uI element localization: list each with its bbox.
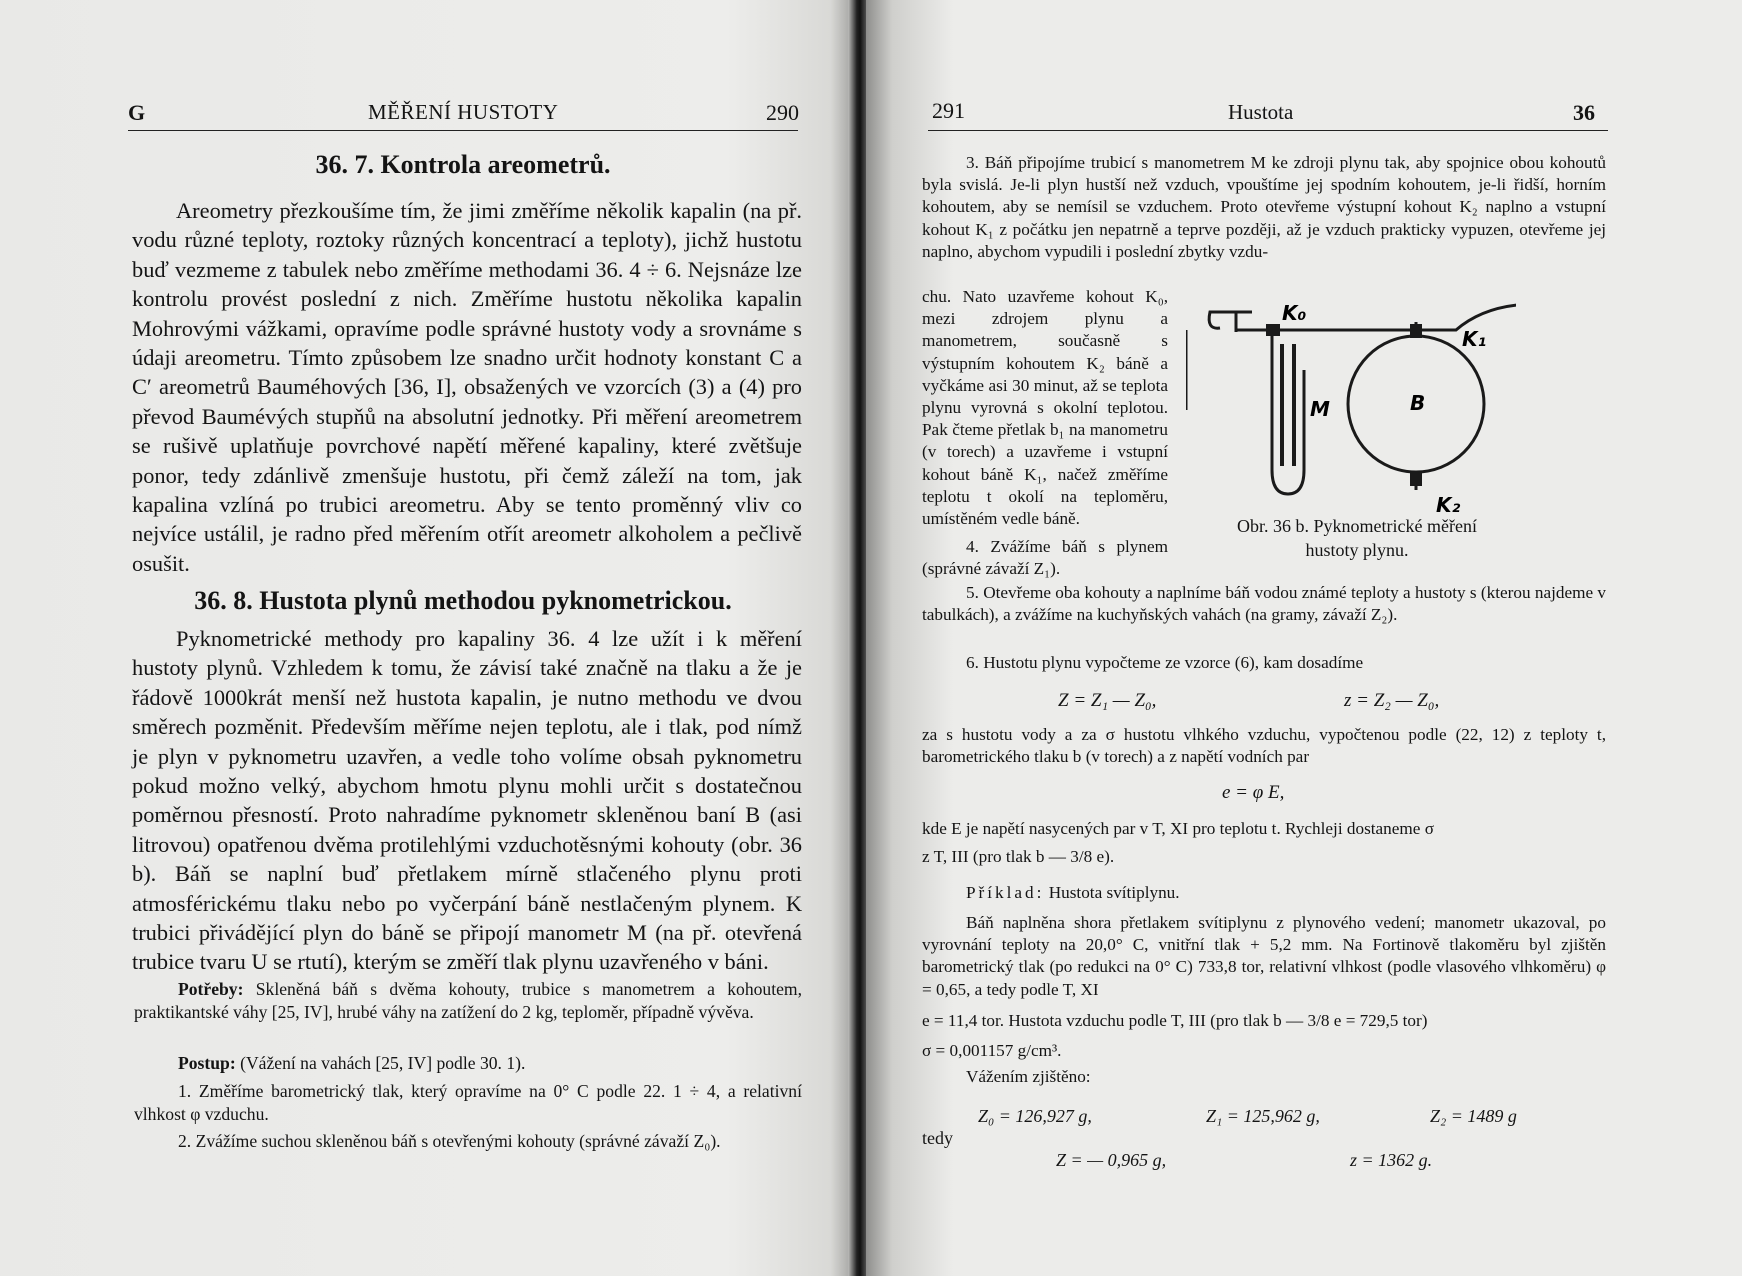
pycnometer-figure — [1186, 290, 1516, 515]
example-text: σ = 0,001157 g/cm³. — [922, 1041, 1062, 1060]
result-z1: Z₁ = 125,962 g, — [1206, 1106, 1320, 1126]
body-text: z T, III (pro tlak b — 3/8 e). — [922, 847, 1115, 866]
result-tedy: tedy — [922, 1128, 953, 1148]
figure-caption: Obr. 36 b. Pyknometrické měření hustoty plynu. — [1237, 516, 1477, 560]
result-z2: Z₂ = 1489 g — [1430, 1106, 1517, 1126]
page-number: 291 — [932, 98, 965, 123]
example-heading — [966, 882, 1606, 904]
figure-label-k1: K₁ — [1462, 327, 1487, 351]
signature-mark: G — [128, 100, 146, 125]
formula-e: e = φ E, — [1222, 782, 1285, 803]
procedure-step: 6. Hustotu plynu vypočteme ze vzorce (6), kam dosadíme — [966, 653, 1364, 672]
equipment-label: Potřeby: — [178, 979, 244, 999]
running-head-title: MĚŘENÍ HUSTOTY — [368, 100, 559, 124]
left-page — [0, 0, 856, 1276]
example-label: Příklad: — [966, 883, 1045, 902]
figure-label-k2: K₂ — [1436, 493, 1461, 515]
section-heading: 36. 8. Hustota plynů methodou pyknometrickou. — [194, 586, 732, 615]
section-paragraph: Pyknometrické methody pro kapaliny 36. 4 lze užít i k měření hustoty plynů. Vzhledem k tomu, že závisí také značně na tlaku a že je řádově 1000krát menší než hustota kapalin, je nutno methodu ve dvou směrech pozměnit. Především měříme nejen teplotu, ale i tlak, pod nímž je plyn v pyknometru uzavřen, a vedle toho volíme obsah pyknometru pokud možno velký, abychom hmotu plynu mohli určit s dostatečnou poměrnou přesností. Proto nahradíme pyknometr skleněnou baní B (asi litrovou) opatřenou dvěma protilehlými vzduchotěsnými kohouty (obr. 36 b). Báň se naplní buď přetlakem mírně stlačeného plynu proti atmosférickému tlaku nebo po vyčerpání báně nestlačeným plynem. K trubici přivádějící plyn do báně se připojí manometr M (na př. otevřená trubice tvaru U se rtutí), kterým se změří tlak plynu uzavřeného v báni. — [132, 626, 802, 975]
header-rule — [128, 130, 798, 131]
chapter-number: 36 — [1573, 100, 1595, 125]
equipment-text: Skleněná báň s dvěma kohouty, trubice s manometrem a kohoutem, praktikantské váhy [25, IV], hrubé váhy na zatížení do 2 kg, teploměr, případně vývěva. — [134, 979, 802, 1023]
equipment-note — [134, 978, 802, 1025]
procedure-step-continued: chu. Nato uzavřeme kohout K₀, mezi zdrojem plynu a manometrem, současně s výstupním kohoutem K₂ báně a vyčkáme asi 30 minut, až se teplota plynu vyrovná s okolní teplotou. Pak čteme přetlak b₁ na manometru (v torech) a uzavřeme i vstupní kohout báně K₁, načež změříme teplotu t okolí na teploměru, umístěném vedle báně. — [922, 287, 1168, 529]
section-heading: 36. 7. Kontrola areometrů. — [315, 150, 611, 179]
page-number: 290 — [766, 100, 799, 125]
example-text: Báň naplněna shora přetlakem svítiplynu z plynového vedení; manometr ukazoval, po vyrovnání teploty na 20,0° C, vnitřní tlak + 5,2 mm. Na Fortinově tlakoměru byl zjištěn barometrický tlak (po redukci na 0° C) 733,8 tor, relativní vlhkost (podle vlasového vlhkoměru) φ = 0,65, a tedy podle T, XI — [922, 913, 1606, 999]
procedure-label: Postup: — [178, 1053, 236, 1073]
figure-label-k0: K₀ — [1282, 301, 1307, 325]
procedure-note — [134, 1052, 802, 1075]
procedure-step: 4. Zvážíme báň s plynem (správné závaží Z₁). — [922, 537, 1168, 579]
body-text: za s hustotu vody a za σ hustotu vlhkého vzduchu, vypočtenou podle (22, 12) z teploty t, barometrického tlaku b (v torech) a z napětí vodních par — [922, 725, 1606, 767]
formula-z: z = Z₂ — Z₀, — [1344, 690, 1440, 711]
figure-label-m: M — [1310, 397, 1330, 421]
result-Z: Z = — 0,965 g, — [1056, 1150, 1167, 1170]
formula-Z: Z = Z₁ — Z₀, — [1058, 690, 1157, 711]
body-text: kde E je napětí nasycených par v T, XI pro teplotu t. Rychleji dostaneme σ — [922, 819, 1434, 838]
manometer-tube — [1272, 330, 1304, 494]
weighing-label: Vážením zjištěno: — [966, 1067, 1091, 1086]
procedure-text: (Vážení na vahách [25, IV] podle 30. 1). — [240, 1053, 526, 1073]
figure-label-b: B — [1410, 391, 1426, 415]
procedure-step: 1. Změříme barometrický tlak, který opravíme na 0° C podle 22. 1 ÷ 4, a relativní vlhkost φ vzduchu. — [134, 1081, 802, 1125]
result-z: z = 1362 g. — [1350, 1150, 1433, 1170]
procedure-step: 5. Otevřeme oba kohouty a naplníme báň vodou známé teploty a hustoty s (kterou najdeme v tabulkách), a zvážíme na kuchyňských vahách (na gramy, závaží Z₂). — [922, 583, 1606, 625]
result-z0: Z₀ = 126,927 g, — [978, 1106, 1092, 1126]
procedure-step: 3. Báň připojíme trubicí s manometrem M ke zdroji plynu tak, aby spojnice obou kohoutů byla svislá. Je-li plyn hustší než vzduch, vpouštíme jej spodním kohoutem, je-li řidší, horním kohoutem, aby se nemísil se vzduchem. Proto otevřeme výstupní kohout K₂ naplno a vstupní kohout K₁ z počátku jen nepatrně a teprve později, až je vzduch prakticky vypuzen, otevřeme jej naplno, abychom vypudili i poslední zbytky vzdu- — [922, 153, 1606, 261]
header-rule — [928, 130, 1608, 131]
right-page — [866, 0, 1742, 1276]
example-text: e = 11,4 tor. Hustota vzduchu podle T, III (pro tlak b — 3/8 e = 729,5 tor) — [922, 1011, 1428, 1030]
section-paragraph: Areometry přezkoušíme tím, že jimi změříme několik kapalin (na př. vodu různé teploty, roztoky různých koncentrací a teploty), jichž hustotu buď vezmeme z tabulek nebo změříme methodami 36. 4 ÷ 6. Nejsnáze lze kontrolu provést poslední z nich. Změříme hustotu několika kapalin Mohrovými vážkami, opravíme podle správné hustoty vody a srovnáme s údaji areometru. Tímto způsobem lze snadno určit hodnoty konstant C a C′ areometrů Bauméhových [36, I], obsažených ve vzorcích (3) a (4) pro převod Baumévých stupňů na absolutní jednotky. Při měření areometrem se rušivě uplatňuje povrchové napětí měřené kapaliny, které zvětšuje ponor, tedy zdánlivě zmenšuje hustotu, při čemž záleží na tom, jak kapalina vzlíná po trubici areometru. Aby se tento proměnný vliv co nejvíce ustálil, je radno před měřením otřít areometr alkoholem a pečlivě osušit. — [132, 198, 802, 576]
example-title: Hustota svítiplynu. — [1048, 883, 1180, 902]
procedure-step: 2. Zvážíme suchou skleněnou báň s otevřenými kohouty (správné závaží Z₀). — [178, 1131, 721, 1151]
running-head-title: Hustota — [1228, 100, 1294, 124]
